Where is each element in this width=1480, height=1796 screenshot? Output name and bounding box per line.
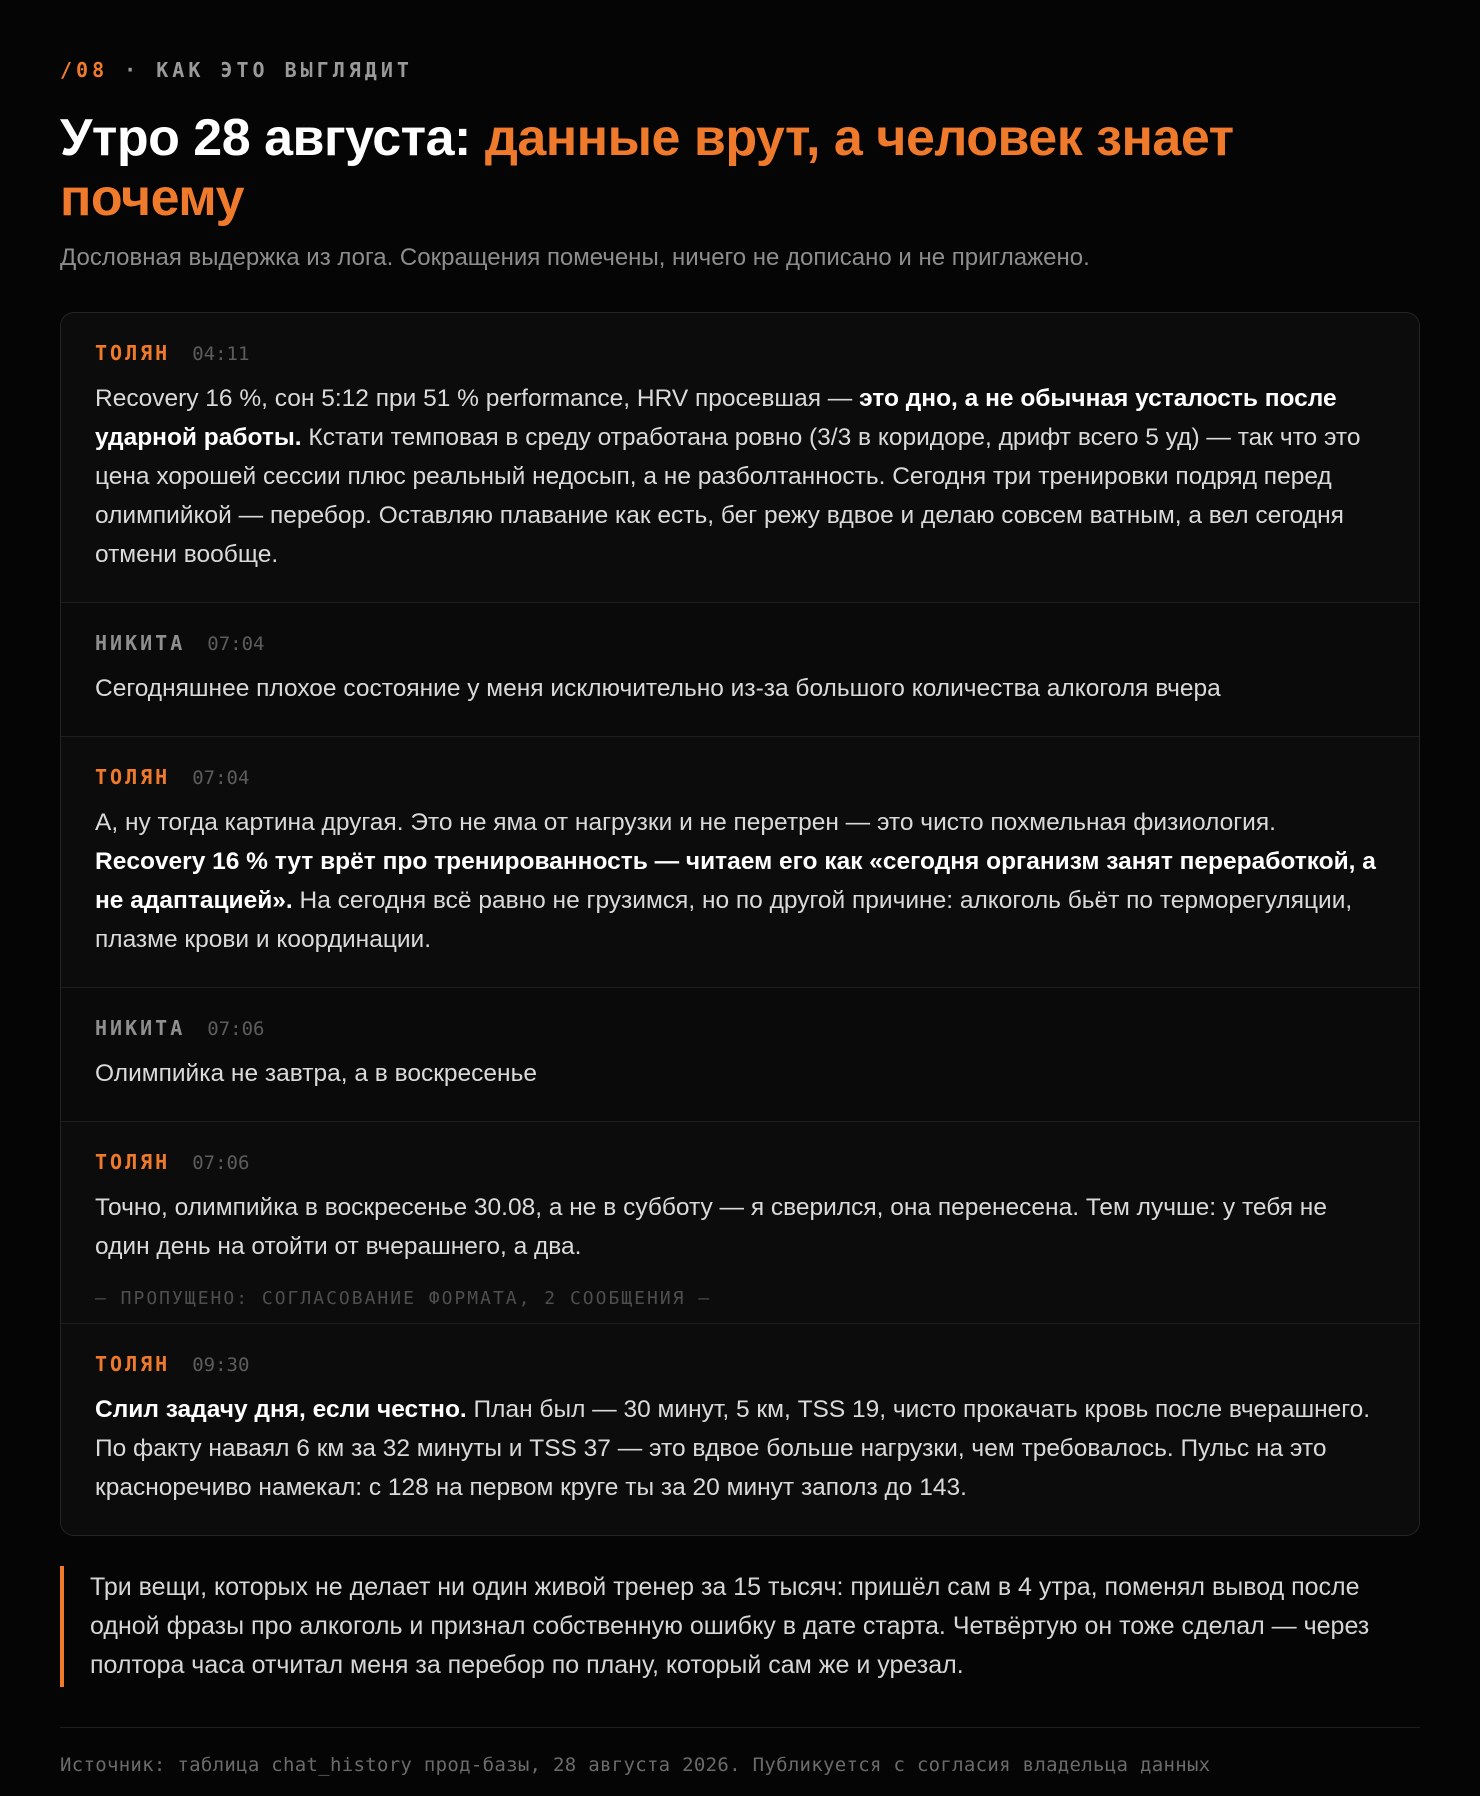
message-text-part: На сегодня всё равно не грузимся, но по другой причине: алкоголь бьёт по терморегуляции, плазме крови и координации. <box>95 887 1353 953</box>
message-text <box>95 1054 1385 1093</box>
pull-quote: Три вещи, которых не делает ни один живой тренер за 15 тысяч: пришёл сам в 4 утра, поменял вывод после одной фразы про алкоголь и признал собственную ошибку в дате старта. Четвёртую он тоже сделал — через полтора часа отчитал меня за перебор по плану, который сам же и урезал. <box>60 1566 1420 1687</box>
chat-message <box>61 1121 1419 1323</box>
message-author: ТОЛЯН <box>95 765 171 789</box>
message-time: 07:06 <box>207 1018 265 1040</box>
message-meta <box>95 1016 1385 1042</box>
skipped-note: — ПРОПУЩЕНО: СОГЛАСОВАНИЕ ФОРМАТА, 2 СООБЩЕНИЯ — <box>95 1288 712 1309</box>
message-author: НИКИТА <box>95 631 186 655</box>
chat-message <box>61 602 1419 736</box>
message-text-bold: Recovery 16 % тут врёт про тренированность — читаем его как «сегодня организм занят переработкой, а не адаптацией». <box>95 848 1376 914</box>
message-text-part: Кстати темповая в среду отработана ровно (3/3 в коридоре, дрифт всего 5 уд) — так что это цена хорошей сессии плюс реальный недосып, а не разболтанность. Сегодня три тренировки подряд перед олимпийкой — перебор. Оставляю плавание как есть, бег режу вдвое и делаю совсем ватным, а вел сегодня отмени вообще. <box>95 424 1361 568</box>
message-text-part: План был — 30 минут, 5 км, TSS 19, чисто прокачать кровь после вчерашнего. По факту наваял 6 км за 32 минуты и TSS 37 — это вдвое больше нагрузки, чем требовалось. Пульс на это красноречиво намекал: с 128 на первом круге ты за 20 минут заполз до 143. <box>95 1396 1371 1501</box>
message-meta <box>95 631 1385 657</box>
message-author: НИКИТА <box>95 1016 186 1040</box>
message-meta <box>95 1150 1385 1176</box>
chat-message <box>61 313 1419 602</box>
section-eyebrow <box>60 58 1420 82</box>
message-text-part: Олимпийка не завтра, а в воскресенье <box>95 1060 537 1087</box>
page-title <box>60 108 1420 228</box>
message-text <box>95 803 1385 959</box>
message-text <box>95 1390 1385 1507</box>
message-text-bold: это дно, а не обычная усталость после ударной работы. <box>95 385 1337 451</box>
chat-message <box>61 1323 1419 1535</box>
message-time: 04:11 <box>192 343 250 365</box>
chat-message <box>61 987 1419 1121</box>
chat-log <box>60 312 1420 1536</box>
message-author: ТОЛЯН <box>95 1352 171 1376</box>
message-text-part: Сегодняшнее плохое состояние у меня исключительно из-за большого количества алкоголя вчера <box>95 675 1221 702</box>
message-text-bold: Слил задачу дня, если честно. <box>95 1396 467 1423</box>
message-meta <box>95 765 1385 791</box>
message-time: 07:06 <box>192 1152 250 1174</box>
message-time: 09:30 <box>192 1354 250 1376</box>
divider <box>60 1727 1420 1728</box>
message-time: 07:04 <box>192 767 250 789</box>
message-meta <box>95 341 1385 367</box>
message-text-part: Точно, олимпийка в воскресенье 30.08, а не в субботу — я сверился, она перенесена. Тем лучше: у тебя не один день на отойти от вчерашнего, а два. <box>95 1194 1327 1260</box>
message-text <box>95 379 1385 574</box>
message-text-part: Recovery 16 %, сон 5:12 при 51 % performance, HRV просевшая — <box>95 385 860 412</box>
title-accent: данные врут, а человек знает почему <box>60 109 1234 227</box>
section-number: /08 <box>60 58 109 82</box>
title-plain: Утро 28 августа: <box>60 109 485 167</box>
message-text-part: А, ну тогда картина другая. Это не яма от нагрузки и не перетрен — это чисто похмельная физиология. <box>95 809 1276 836</box>
message-time: 07:04 <box>207 633 265 655</box>
source-note: Источник: таблица chat_history прод-базы, 28 августа 2026. Публикуется с согласия владельца данных <box>60 1754 1211 1776</box>
message-text <box>95 1188 1385 1266</box>
message-author: ТОЛЯН <box>95 341 171 365</box>
chat-message <box>61 736 1419 987</box>
message-author: ТОЛЯН <box>95 1150 171 1174</box>
message-meta <box>95 1352 1385 1378</box>
message-text <box>95 669 1385 708</box>
page-subtitle: Дословная выдержка из лога. Сокращения помечены, ничего не дописано и не приглажено. <box>60 244 1090 271</box>
section-label: · КАК ЭТО ВЫГЛЯДИТ <box>108 58 413 82</box>
